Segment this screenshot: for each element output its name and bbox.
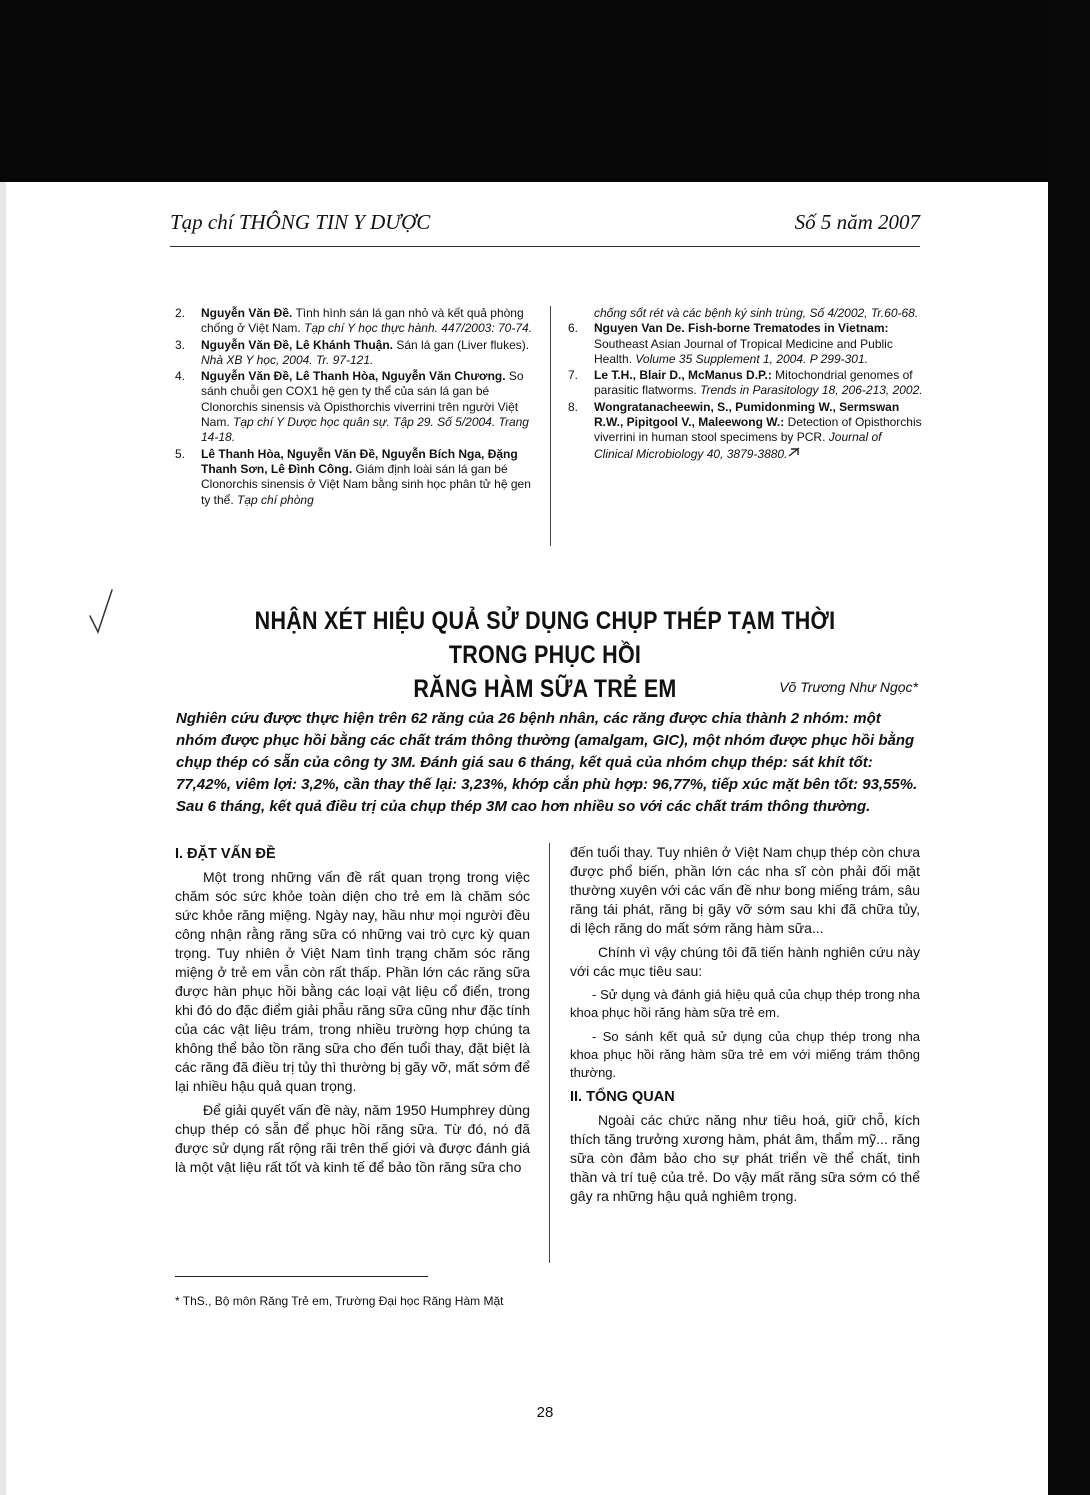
column-divider <box>550 306 551 546</box>
reference-text: Mitochondrial genomes of parasitic flatworms. <box>594 368 913 398</box>
reference-source: Tạp chí Y Dược học quân sự. Tập 29. Số 5/2004. Trang 14-18. <box>201 415 529 445</box>
journal-name: Tạp chí THÔNG TIN Y DƯỢC <box>170 210 431 234</box>
reference-5-continuation: chống sốt rét và các bệnh ký sinh trùng, Số 4/2002, Tr.60-68. <box>594 306 919 320</box>
reference-number: 3. <box>175 337 186 352</box>
reference-text: Detection of Opisthorchis viverrini in human stool specimens by PCR. <box>594 415 922 445</box>
objective-2: - So sánh kết quả sử dụng của chụp thép trong nha khoa phục hồi răng hàm sữa trẻ em với miếng trám thông thường. <box>570 1029 920 1080</box>
footnote: * ThS., Bộ môn Răng Trẻ em, Trường Đại học Răng Hàm Mặt <box>175 1294 504 1308</box>
footnote-rule <box>175 1276 428 1277</box>
reference-text: Southeast Asian Journal of Tropical Medicine and Public Health. <box>594 336 893 366</box>
page-number: 28 <box>536 1404 554 1421</box>
reference-source: Trends in Parasitology 18, 206-213, 2002. <box>700 383 923 398</box>
reference-2 <box>175 306 533 337</box>
reference-authors: Nguyen Van De. Fish-borne Trematodes in Vietnam: <box>594 321 889 336</box>
reference-authors: Nguyễn Văn Đề, Lê Khánh Thuận. <box>201 337 394 352</box>
body-column-divider <box>549 843 550 1263</box>
section-1-paragraph-2-continued: đến tuổi thay. Tuy nhiên ở Việt Nam chụp thép còn chưa được phổ biến, phần lớn các nha sĩ còn phải đối mặt thường xuyên với các vấn đề như bong miếng trám, sâu răng tái phát, răng bị gãy vỡ sớm sau khi đã chữa tủy, di lệch răng do mất sớm răng hàm sữa... <box>570 844 920 936</box>
body-right-column <box>570 843 920 1211</box>
section-2-heading: II. TỔNG QUAN <box>570 1089 675 1105</box>
reference-number: 7. <box>568 368 579 383</box>
scan-border-left <box>0 182 6 1495</box>
end-mark-icon <box>787 446 801 458</box>
scan-dark-border-right <box>1048 0 1090 1495</box>
references-right-column <box>568 306 923 463</box>
reference-source: Tạp chí phòng <box>237 492 314 507</box>
section-2-paragraph-1: Ngoài các chức năng như tiêu hoá, giữ chỗ, kích thích tăng trưởng xương hàm, phát âm, thẩm mỹ... răng sữa còn đảm bảo cho sự phát triển về thể chất, tinh thần và trí tuệ của trẻ. Do vậy mất răng sữa sớm có thể gây ra những hậu quả nghiêm trọng. <box>570 1112 920 1204</box>
reference-number: 2. <box>175 306 186 320</box>
header-rule <box>170 246 920 247</box>
handwritten-checkmark-icon <box>82 586 122 636</box>
reference-authors: Lê Thanh Hòa, Nguyễn Văn Đề, Nguyễn Bích Nga, Đặng Thanh Sơn, Lê Đình Công. <box>201 446 518 476</box>
article-title-line-2: RĂNG HÀM SỮA TRẺ EM <box>413 675 677 703</box>
scan-dark-border-top <box>0 0 1090 182</box>
section-1-paragraph-1: Một trong những vấn đề rất quan trọng trong việc chăm sóc sức khỏe toàn diện cho trẻ em là chăm sóc sức khỏe răng miệng. Ngày nay, hầu như mọi người đều công nhận rằng răng sữa có những vai trò cực kỳ quan trọng. Tuy nhiên ở Việt Nam tình trạng chăm sóc răng miệng ở trẻ em vẫn còn rất thấp. Phần lớn các răng sữa được hàn phục hồi bằng các loại vật liệu cổ điển, trong khi đó do đặc điểm giải phẫu răng sữa cũng như đặc tính của các vật liệu trám, trong nhiều trường hợp chúng ta không thể bảo tồn răng sữa cho đến tuổi thay, đặt biệt là các răng đã điều trị tủy thì thường bị gãy vỡ, mất sớm để lại nhiều hậu quả quan trọng. <box>175 869 530 1094</box>
reference-6 <box>568 321 923 367</box>
article-abstract: Nghiên cứu được thực hiện trên 62 răng của 26 bệnh nhân, các răng được chia thành 2 nhóm: một nhóm được phục hồi bằng các chất trám thông thường (amalgam, GIC), một nhóm được phục hồi bằng chụp thép có sẵn của công ty 3M. Đánh giá sau 6 tháng, kết quả của nhóm chụp thép: sát khít tốt: 77,42%, viêm lợi: 3,2%, cần thay thế lại: 3,23%, khớp cắn phù hợp: 96,77%, tiếp xúc mặt bên tốt: 93,55%. Sau 6 tháng, kết quả điều trị của chụp thép 3M cao hơn nhiều so với các chất trám thông thường. <box>176 710 918 815</box>
reference-number: 5. <box>175 446 186 461</box>
reference-authors: Nguyễn Văn Đề, Lê Thanh Hòa, Nguyễn Văn Chương. <box>201 369 506 384</box>
reference-source: Tạp chí Y học thực hành. 447/2003: 70-74. <box>304 321 533 336</box>
section-1-paragraph-3: Chính vì vậy chúng tôi đã tiến hành nghiên cứu này với các mục tiêu sau: <box>570 944 920 979</box>
article-author: Võ Trương Như Ngọc* <box>779 679 918 695</box>
reference-source: Journal of Clinical Microbiology 40, 3879-3880. <box>594 430 882 461</box>
reference-number: 6. <box>568 321 579 336</box>
reference-authors: Wongratanacheewin, S., Pumidonming W., Sermswan R.W., Pipitgool V., Maleewong W.: <box>594 399 900 430</box>
article-title-line-1: NHẬN XÉT HIỆU QUẢ SỬ DỤNG CHỤP THÉP TẠM THỜI TRONG PHỤC HỒI <box>254 607 836 669</box>
reference-number: 4. <box>175 369 186 384</box>
reference-text: Sán lá gan (Liver flukes). <box>393 337 530 352</box>
reference-8 <box>568 400 923 462</box>
body-left-column <box>175 843 530 1182</box>
reference-source: Nhà XB Y học, 2004. Tr. 97-121. <box>201 352 374 367</box>
reference-text: Tình hình sán lá gan nhỏ và kết quả phòng chống ở Việt Nam. <box>201 306 524 336</box>
references-left-column <box>175 306 533 509</box>
reference-4 <box>175 369 533 445</box>
running-header <box>170 210 920 246</box>
reference-authors: Nguyễn Văn Đề. <box>201 306 293 320</box>
reference-text: So sánh chuỗi gen COX1 hệ gen ty thể của sán lá gan bé Clonorchis sinensis và Opisthorchis viverrini trên người Việt Nam. <box>201 369 524 430</box>
issue-number: Số 5 năm 2007 <box>794 210 920 234</box>
reference-text: Giám định loài sán lá gan bé Clonorchis sinensis ở Việt Nam bằng sinh học phân tử hệ gen ty thể. <box>201 461 531 507</box>
reference-3 <box>175 338 533 369</box>
reference-5 <box>175 447 533 508</box>
reference-number: 8. <box>568 399 579 414</box>
reference-source: Volume 35 Supplement 1, 2004. P 299-301. <box>635 351 868 366</box>
reference-authors: Le T.H., Blair D., McManus D.P.: <box>594 368 772 383</box>
section-1-paragraph-2: Để giải quyết vấn đề này, năm 1950 Humphrey dùng chụp thép có sẵn để phục hồi răng sữa. Từ đó, nó đã được sử dụng rất rộng rãi trên thế giới và được đánh giá là một vật liệu rất tốt và kinh tế để bảo tồn răng sữa cho <box>175 1102 530 1175</box>
reference-7 <box>568 368 923 399</box>
objective-1: - Sử dụng và đánh giá hiệu quả của chụp thép trong nha khoa phục hồi răng hàm sữa trẻ em. <box>570 987 920 1020</box>
section-1-heading: I. ĐẶT VẤN ĐỀ <box>175 846 276 862</box>
